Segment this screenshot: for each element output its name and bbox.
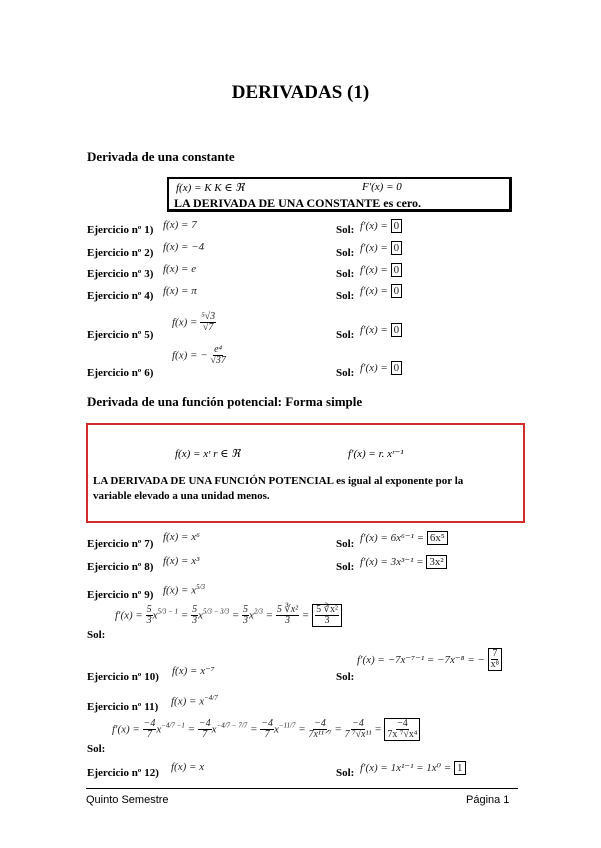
sol-label: Sol: [336, 367, 355, 379]
rule-text-potential-line2: variable elevado a una unidad menos. [93, 490, 270, 502]
solution-formula: f′(x) = 0 [360, 361, 402, 375]
sol-label: Sol: [336, 268, 355, 280]
footer-divider [86, 788, 518, 789]
sol-label: Sol: [336, 767, 355, 779]
exercise-label: Ejercicio nº 3) [87, 268, 154, 280]
exercise-label: Ejercicio nº 8) [87, 561, 154, 573]
page-title: DERIVADAS (1) [231, 82, 370, 103]
exercise-function: f(x) = x⁶ [163, 531, 200, 543]
solution-formula: f′(x) = 0 [360, 241, 402, 255]
exercise-label: Ejercicio nº 11) [87, 701, 159, 713]
exercise-function: f(x) = 7 [163, 219, 197, 231]
sol-label: Sol: [87, 629, 106, 641]
sol-label: Sol: [336, 561, 355, 573]
sol-label: Sol: [336, 329, 355, 341]
solution-formula: f′(x) = 0 [360, 219, 402, 233]
exercise-function: f(x) = e [163, 263, 197, 275]
sol-label: Sol: [336, 671, 355, 683]
exercise-label: Ejercicio nº 9) [87, 589, 154, 601]
exercise-function: f(x) = π [163, 285, 197, 297]
exercise-function: f(x) = x³ [163, 555, 200, 567]
sol-label: Sol: [336, 290, 355, 302]
exercise-label: Ejercicio nº 5) [87, 329, 154, 341]
exercise-function: f(x) = x [171, 761, 205, 773]
section-heading-potential: Derivada de una función potencial: Forma simple [87, 394, 363, 409]
solution-formula: f′(x) = −7x⁻⁷⁻¹ = −7x⁻⁸ = − $\frac{7}{\text{x⁸}}$ [357, 648, 502, 671]
exercise-label: Ejercicio nº 10) [87, 671, 159, 683]
rule-formula-right: F′(x) = 0 [362, 181, 402, 193]
exercise-function: f(x) = −4 [163, 241, 205, 253]
footer-page-number: Página 1 [466, 794, 510, 806]
exercise-function: $f(x) = x^{-4/7}$ [171, 694, 218, 708]
solution-formula-11: f′(x) = $\frac{-4}{7}$ $x^{-4/7 -1}$ = $\frac{-4}{7}$ $x^{-4/7 - 7/7}$ = $\frac{-4}{7}$ $x^{-11/7}$ = $\frac{-4}{\text{7x¹¹ᐟ⁷}}$ = $\frac{-4}{\text{7 ⁷√x¹¹}}$ = $\frac{-4}{\text{7x ⁷√x⁴}}$ [112, 718, 420, 741]
solution-formula: f′(x) = 0 [360, 284, 402, 298]
exercise-label: Ejercicio nº 2) [87, 247, 154, 259]
exercise-label: Ejercicio nº 6) [87, 367, 154, 379]
sol-label: Sol: [336, 247, 355, 259]
solution-formula: f′(x) = 0 [360, 263, 402, 277]
sol-label: Sol: [87, 743, 106, 755]
rule-text-potential-line1: LA DERIVADA DE UNA FUNCIÓN POTENCIAL es igual al exponente por la [93, 475, 464, 487]
solution-formula: f′(x) = 3x³⁻¹ = 3x² [360, 555, 447, 569]
exercise-label: Ejercicio nº 7) [87, 538, 154, 550]
sol-label: Sol: [336, 538, 355, 550]
exercise-function: f(x) = x⁻⁷ [172, 665, 215, 677]
exercise-label: Ejercicio nº 4) [87, 290, 154, 302]
rule-formula-right: f′(x) = r. xʳ⁻¹ [348, 448, 404, 460]
exercise-label: Ejercicio nº 12) [87, 767, 159, 779]
solution-formula-9: f′(x) = $\frac{5}{3}$ $x^{5/3 - 1}$ = $\frac{5}{3}$ $x^{5/3 - 3/3}$ = $\frac{5}{3}$ $x^{2/3}$ = $\frac{\text{5 ∛x²}}{3}$ = $\frac{\text{5 ∛x²}}{3}$ [115, 604, 342, 627]
rule-formula-left: f(x) = xʳ r ∈ ℜ [175, 448, 241, 460]
solution-formula: f′(x) = 0 [360, 323, 402, 337]
rule-box-potential [86, 423, 525, 523]
solution-formula: f′(x) = 1x¹⁻¹ = 1x⁰ = 1 [360, 761, 466, 775]
rule-text-constant: LA DERIVADA DE UNA CONSTANTE es cero. [174, 196, 422, 210]
exercise-function: f(x) = $\frac{\text{⁵√3}}{√7}$ [172, 311, 216, 333]
rule-formula-left: f(x) = K K ∈ ℜ [176, 182, 245, 194]
exercise-function: $f(x) = x^{5/3}$ [163, 583, 206, 597]
section-heading-constant: Derivada de una constante [87, 149, 235, 164]
footer-left: Quinto Semestre [86, 794, 169, 806]
solution-formula: f′(x) = 6x⁶⁻¹ = 6x⁵ [360, 531, 448, 545]
exercise-function: f(x) = − $\frac{\text{e⁴}}{√37}$ [172, 344, 226, 366]
sol-label: Sol: [336, 224, 355, 236]
exercise-label: Ejercicio nº 1) [87, 224, 154, 236]
